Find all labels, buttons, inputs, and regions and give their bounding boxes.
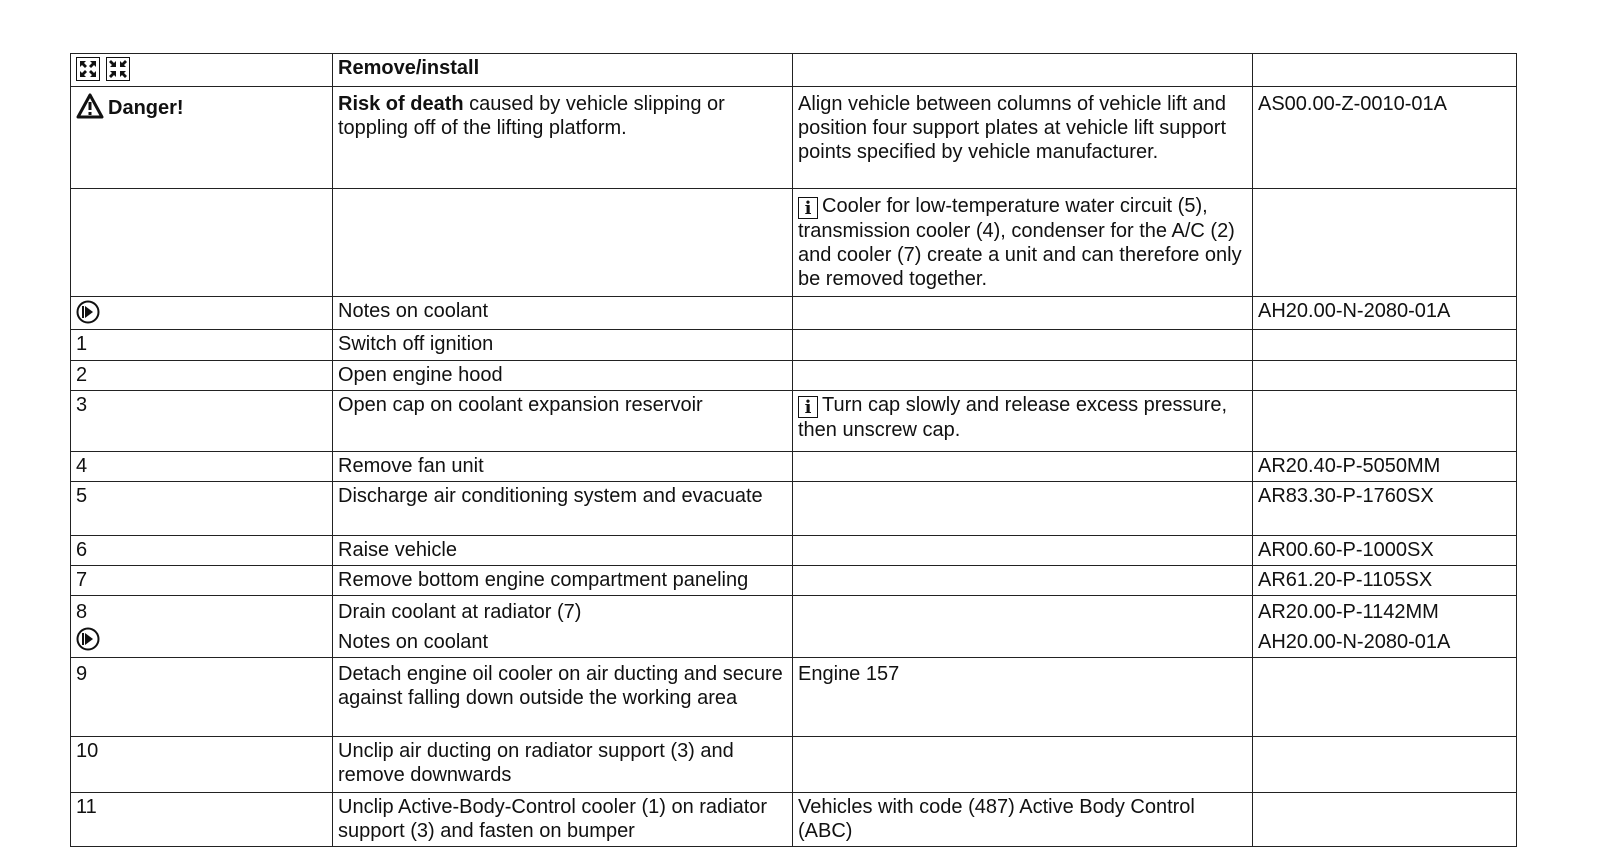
step-number: 2 [71,361,333,391]
danger-instruction: Align vehicle between columns of vehicle lift and position four support plates at vehicle lift support points specified by vehicle manufacturer. [793,87,1253,189]
section-title: Remove/install [333,54,793,87]
danger-title: Risk of death [338,93,464,115]
info-note-text: Cooler for low-temperature water circuit (5), transmission cooler (4), condenser for the A/C (2) and cooler (7) create a unit and can therefore only be removed together. [798,195,1242,290]
table-row [71,737,1517,793]
step-action: Drain coolant at radiator (7) [338,601,582,623]
step-note: Turn cap slowly and release excess pressure, then unscrew cap. [798,394,1227,441]
table-row [71,658,1517,737]
step-ref: AR20.40-P-5050MM [1253,452,1517,482]
danger-cell [71,87,333,189]
empty-cell [793,54,1253,87]
step-number: 6 [71,536,333,566]
procedure-table [70,53,1517,847]
table-row [71,452,1517,482]
step-action: Raise vehicle [333,536,793,566]
step-note: Vehicles with code (487) Active Body Control (ABC) [793,793,1253,847]
table-row [71,793,1517,847]
step-action: Discharge air conditioning system and evacuate [333,482,793,536]
note-icon [76,627,100,651]
warning-triangle-icon [76,93,104,119]
danger-reference: AS00.00-Z-0010-01A [1253,87,1517,189]
step-note: Engine 157 [793,658,1253,737]
step-action: Unclip Active-Body-Control cooler (1) on radiator support (3) and fasten on bumper [333,793,793,847]
table-row [71,536,1517,566]
step-number: 9 [71,658,333,737]
info-note-cell [793,189,1253,297]
step-action: Detach engine oil cooler on air ducting and secure against falling down outside the working area [333,658,793,737]
table-row [71,566,1517,596]
step-number: 10 [71,737,333,793]
step-action: Remove fan unit [333,452,793,482]
info-icon: i [798,396,818,418]
table-row [71,297,1517,330]
empty-cell [1253,54,1517,87]
table-row [71,330,1517,361]
step-ref: AR00.60-P-1000SX [1253,536,1517,566]
table-row [71,391,1517,452]
step-action: Open cap on coolant expansion reservoir [333,391,793,452]
step-ref: AR61.20-P-1105SX [1253,566,1517,596]
table-row [71,596,1517,658]
step-number: 7 [71,566,333,596]
table-row [71,361,1517,391]
step-number: 8 [76,601,88,623]
step-ref: AR20.00-P-1142MM [1258,601,1439,623]
install-icon [106,57,130,81]
step-ref: AH20.00-N-2080-01A [1253,297,1517,330]
step-number: 4 [71,452,333,482]
info-icon: i [798,197,818,219]
step-sub-ref: AH20.00-N-2080-01A [1258,631,1451,653]
step-action: Unclip air ducting on radiator support (3) and remove downwards [333,737,793,793]
danger-label: Danger! [108,97,184,119]
header-row [71,54,1517,87]
note-icon [76,300,100,324]
remove-icon [76,57,100,81]
header-icons-cell [71,54,333,87]
step-action: Notes on coolant [333,297,793,330]
step-sub-action: Notes on coolant [338,631,489,653]
step-note-cell [793,391,1253,452]
info-row [71,189,1517,297]
step-number: 5 [71,482,333,536]
step-action: Switch off ignition [333,330,793,361]
danger-text: caused by vehicle slipping or toppling off of the lifting platform. [338,93,725,139]
danger-text-cell [333,87,793,189]
step-number: 3 [71,391,333,452]
step-action: Open engine hood [333,361,793,391]
table-row [71,482,1517,536]
step-number: 11 [71,793,333,847]
step-number: 1 [71,330,333,361]
step-action: Remove bottom engine compartment paneling [333,566,793,596]
danger-row [71,87,1517,189]
step-ref: AR83.30-P-1760SX [1253,482,1517,536]
